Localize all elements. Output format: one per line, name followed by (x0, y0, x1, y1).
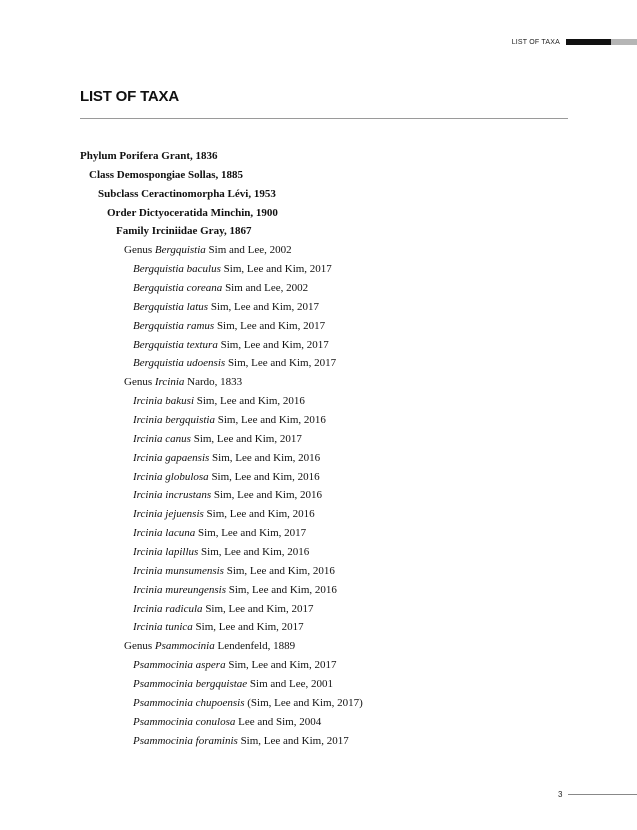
title-divider (80, 118, 568, 119)
taxon-authority: Sim, Lee and Kim, 2017 (225, 659, 337, 672)
taxon-entry (80, 449, 363, 468)
taxon-prefix: Genus (124, 640, 155, 653)
taxon-entry (80, 336, 363, 355)
taxon-entry (80, 543, 363, 562)
taxon-authority: Sim, Lee and Kim, 2016 (223, 564, 335, 577)
taxon-authority: Sim, Lee and Kim, 2016 (209, 451, 321, 464)
taxon-entry (80, 392, 363, 411)
taxon-name: Bergquistia udoensis (133, 357, 226, 370)
taxon-authority: Sim and Lee, 2002 (222, 282, 309, 295)
taxon-entry (80, 486, 363, 505)
taxon-authority: Sim and Lee, 2002 (205, 244, 292, 257)
taxon-entry (80, 732, 363, 751)
taxon-authority: Sim, Lee and Kim, 2016 (203, 508, 315, 521)
taxon-entry (80, 600, 363, 619)
taxon-name: Ircinia (154, 376, 185, 389)
taxon-authority: Sim, Lee and Kim, 2017 (190, 432, 302, 445)
taxon-entry (80, 147, 363, 166)
taxon-authority: Sim, Lee and Kim, 2016 (214, 414, 326, 427)
taxon-authority: Sim, Lee and Kim, 2016 (225, 583, 337, 596)
running-header-title: LIST OF TAXA (511, 38, 560, 46)
page-title: LIST OF TAXA (80, 88, 179, 105)
taxon-entry (80, 468, 363, 487)
taxon-authority: Nardo, 1833 (184, 376, 243, 389)
taxon-name: Ircinia mureungensis (133, 583, 226, 596)
taxon-entry (80, 675, 363, 694)
taxon-authority: Sim, Lee and Kim, 2017 (208, 300, 319, 313)
taxon-authority: Sim, Lee and Kim, 2017 (220, 263, 332, 276)
taxa-list (80, 147, 363, 751)
taxon-authority: Sim, Lee and Kim, 2017 (192, 621, 304, 634)
taxon-entry (80, 618, 363, 637)
taxon-authority: Sim, Lee and Kim, 2017 (202, 602, 314, 615)
taxon-name: Bergquistia (154, 244, 206, 257)
taxon-entry (80, 694, 363, 713)
taxon-name: Ircinia radicula (133, 602, 203, 615)
taxon-entry (80, 373, 363, 392)
taxon-entry (80, 298, 363, 317)
taxon-prefix: Phylum Porifera Grant, 1836 (80, 150, 218, 162)
taxon-entry (80, 241, 363, 260)
taxon-name: Ircinia bergquistia (133, 414, 215, 427)
taxon-name: Ircinia gapaensis (133, 451, 210, 464)
taxon-entry (80, 222, 363, 241)
taxon-entry (80, 656, 363, 675)
taxon-entry (80, 279, 363, 298)
taxon-name: Ircinia tunica (133, 621, 193, 634)
footer-rule (568, 794, 637, 795)
taxon-name: Bergquistia baculus (133, 263, 221, 276)
taxon-name: Ircinia lapillus (133, 546, 199, 559)
taxon-authority: Sim, Lee and Kim, 2016 (194, 395, 305, 408)
taxon-name: Ircinia jejuensis (133, 508, 204, 521)
taxon-authority: Sim, Lee and Kim, 2016 (208, 470, 320, 483)
taxon-prefix: Family Irciniidae Gray, 1867 (116, 225, 252, 238)
taxon-name: Psammocinia aspera (133, 659, 226, 672)
taxon-authority: Sim, Lee and Kim, 2017 (217, 338, 329, 351)
taxon-entry (80, 505, 363, 524)
taxon-name: Bergquistia textura (133, 338, 218, 351)
taxon-name: Psammocinia (154, 640, 215, 653)
taxon-prefix: Order Dictyoceratida Minchin, 1900 (107, 206, 278, 219)
taxon-authority: Sim, Lee and Kim, 2016 (198, 546, 310, 559)
taxon-prefix: Class Demospongiae Sollas, 1885 (89, 168, 244, 181)
taxon-name: Ircinia globulosa (133, 470, 209, 483)
taxon-entry (80, 317, 363, 336)
taxon-entry (80, 562, 363, 581)
taxon-authority: Sim, Lee and Kim, 2017 (195, 527, 307, 540)
taxon-name: Psammocinia bergquistae (133, 678, 248, 691)
header-bar-dark (566, 39, 611, 45)
taxon-authority: Lee and Sim, 2004 (235, 715, 322, 728)
taxon-entry (80, 713, 363, 732)
taxon-prefix: Genus (124, 376, 155, 389)
taxon-name: Ircinia lacuna (133, 527, 196, 540)
running-header (512, 38, 637, 46)
header-bar-light (611, 39, 637, 45)
taxon-name: Bergquistia ramus (133, 319, 215, 332)
taxon-authority: Sim, Lee and Kim, 2017 (237, 734, 349, 747)
taxon-entry (80, 204, 363, 223)
taxon-name: Ircinia bakusi (133, 395, 194, 408)
page-number: 3 (558, 790, 563, 799)
taxon-authority: (Sim, Lee and Kim, 2017) (244, 696, 363, 709)
taxon-name: Psammocinia foraminis (133, 734, 238, 747)
taxon-authority: Sim, Lee and Kim, 2016 (211, 489, 323, 502)
taxon-name: Ircinia incrustans (133, 489, 212, 502)
taxon-name: Psammocinia conulosa (133, 715, 236, 728)
taxon-prefix: Subclass Ceractinomorpha Lévi, 1953 (98, 187, 276, 200)
taxon-name: Psammocinia chupoensis (133, 696, 245, 709)
taxon-authority: Sim, Lee and Kim, 2017 (214, 319, 326, 332)
taxon-entry (80, 260, 363, 279)
taxon-name: Ircinia canus (133, 432, 191, 445)
taxon-name: Bergquistia latus (133, 300, 209, 313)
taxon-entry (80, 166, 363, 185)
taxon-authority: Sim, Lee and Kim, 2017 (225, 357, 337, 370)
page-footer (558, 790, 637, 799)
taxon-prefix: Genus (124, 244, 155, 257)
taxon-name: Bergquistia coreana (133, 282, 223, 295)
taxon-entry (80, 411, 363, 430)
taxon-entry (80, 637, 363, 656)
taxon-entry (80, 354, 363, 373)
taxon-entry (80, 524, 363, 543)
taxon-entry (80, 430, 363, 449)
taxon-authority: Sim and Lee, 2001 (247, 678, 334, 691)
taxon-entry (80, 185, 363, 204)
taxon-name: Ircinia munsumensis (133, 564, 224, 577)
taxon-entry (80, 581, 363, 600)
taxon-authority: Lendenfeld, 1889 (214, 640, 296, 653)
